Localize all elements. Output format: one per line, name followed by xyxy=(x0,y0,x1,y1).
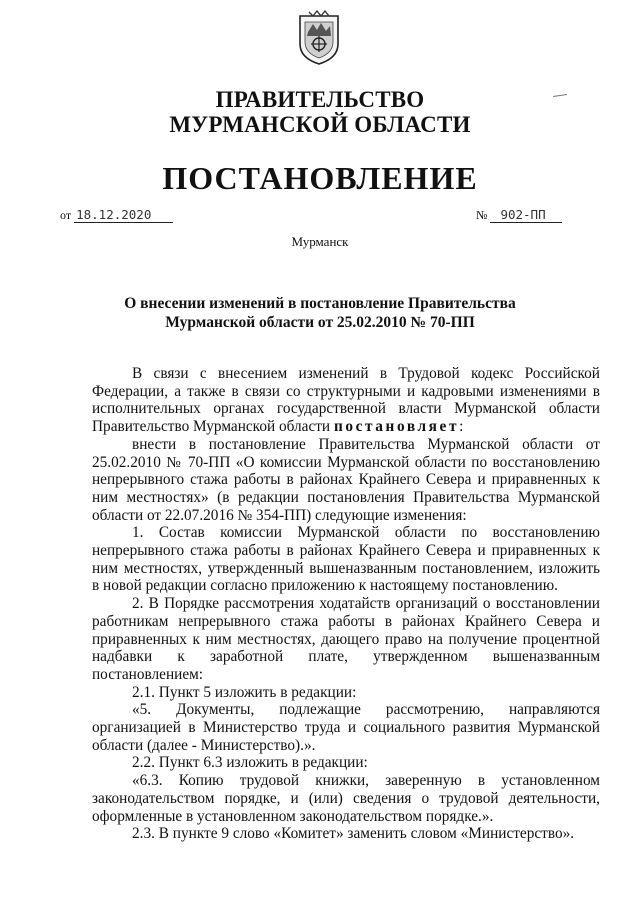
paragraph-quote-6-3: «6.3. Копию трудовой книжки, заверенную в установленном законодательством порядке, и (или) сведения о трудовой деятельности, оформленные в установленном законодательством порядке.». xyxy=(92,772,600,825)
paragraph-resolution: внести в постановление Правительства Мурманской области от 25.02.2010 № 70-ПП «О комиссии Мурманской области по восстановлению непрерывного стажа работы в районах Крайнего Севера и приравненных к ним местностях» (в редакции постановления Правительства Мурманской области от 22.07.2016 № 354-ПП) следующие изменения: xyxy=(92,435,600,524)
subject-line-2: Мурманской области от 25.02.2010 № 70-ПП xyxy=(165,314,475,331)
document-type-heading: ПОСТАНОВЛЕНИЕ xyxy=(162,160,478,196)
document-date: 18.12.2020 xyxy=(74,207,173,223)
subject-line-1: О внесении изменений в постановление Правительства xyxy=(124,295,516,312)
government-title-line-2: МУРМАНСКОЙ ОБЛАСТИ xyxy=(169,112,471,137)
number-prefix: № xyxy=(476,208,488,222)
paragraph-item-1: 1. Состав комиссии Мурманской области по восстановлению непрерывного стажа работы в районах Крайнего Севера и приравненных к ним местностях, утвержденный вышеназванным постановлением, изложить в новой редакции согласно приложению к настоящему постановлению. xyxy=(92,524,600,595)
document-body xyxy=(92,365,600,843)
paragraph-item-2-1: 2.1. Пункт 5 изложить в редакции: xyxy=(132,683,357,701)
operative-word: постановляет xyxy=(333,418,460,436)
date-prefix: от xyxy=(60,208,72,222)
preamble-colon: : xyxy=(459,418,464,436)
paragraph-preamble xyxy=(92,365,600,436)
document-number: 902-ПП xyxy=(490,207,561,223)
preamble-text: В связи с внесением изменений в Трудовой кодекс Российской Федерации, а также в связи со структурными и кадровыми изменениями в исполнительных органах государственной власти Мурманской области Правительство Мурманской области xyxy=(92,365,600,436)
paragraph-item-2-3: 2.3. В пункте 9 слово «Комитет» заменить словом «Министерство». xyxy=(132,825,575,843)
number-field xyxy=(476,207,562,223)
paragraph-item-2-2: 2.2. Пункт 6.3 изложить в редакции: xyxy=(132,754,368,772)
paragraph-quote-5: «5. Документы, подлежащие рассмотрению, направляются организацией в Министерство труда и социального развития Мурманской области (далее - Министерство).». xyxy=(92,701,600,754)
government-title-line-1: ПРАВИТЕЛЬСТВО xyxy=(215,87,425,112)
city-name: Мурманск xyxy=(291,234,349,249)
date-field xyxy=(60,207,173,223)
coat-of-arms-icon xyxy=(297,10,341,66)
paragraph-item-2: 2. В Порядке рассмотрения ходатайств организаций о восстановлении работникам непрерывного стажа работы в районах Крайнего Севера и приравненных к ним местностях, дающего право на получение процентной надбавки к заработной плате, утвержденном вышеназванным постановлением: xyxy=(92,595,600,683)
